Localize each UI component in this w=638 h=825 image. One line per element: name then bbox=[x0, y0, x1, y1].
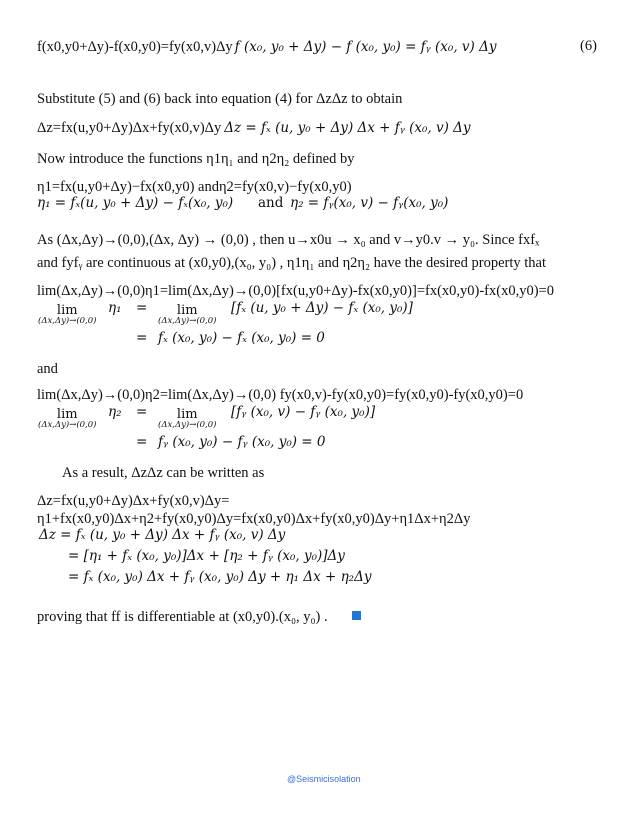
as-a-result-sentence: As a result, ΔzΔz can be written as bbox=[62, 465, 265, 481]
limit-operator bbox=[158, 299, 216, 326]
limit-operator bbox=[38, 299, 96, 326]
limit-operator bbox=[38, 403, 96, 430]
lim-subscript: (Δx,Δy)→(0,0) bbox=[158, 420, 217, 430]
and-line: and bbox=[37, 361, 58, 377]
equation-6-line bbox=[37, 38, 496, 56]
eta2-symbol: η₂ bbox=[108, 404, 122, 420]
equals-sign: = bbox=[136, 434, 148, 450]
lim-subscript: (Δx,Δy)→(0,0) bbox=[158, 316, 217, 326]
introduce-sentence: Now introduce the functions η1η₁ and η2η₂ defined by bbox=[37, 151, 355, 167]
limit-operator bbox=[158, 403, 216, 430]
delta-z-math: Δz = fₓ (u, y₀ + Δy) Δx + fᵧ (x₀, v) Δy bbox=[224, 120, 471, 136]
equals-sign: = bbox=[136, 404, 148, 420]
limit-eta1-bracket: [fₓ (u, y₀ + Δy) − fₓ (x₀, y₀)] bbox=[231, 300, 413, 316]
equation-number: (6) bbox=[580, 38, 597, 54]
delta-z-line bbox=[37, 119, 471, 137]
display-delta-z-line1: Δz = fₓ (u, y₀ + Δy) Δx + fᵧ (x₀, v) Δy bbox=[39, 527, 286, 543]
as-sentence: As (Δx,Δy)→(0,0),(Δx, Δy) → (0,0) , then u→x0u → x₀ and v→y0.v → y₀. Since fxfₓ bbox=[37, 232, 540, 248]
lim-word: lim bbox=[176, 303, 198, 318]
delta-z-expansion-1: Δz=fx(u,y0+Δy)Δx+fy(x0,v)Δy= bbox=[37, 493, 230, 509]
limit-eta2-result: fᵧ (x₀, y₀) − fᵧ (x₀, y₀) = 0 bbox=[158, 434, 326, 450]
lim-word: lim bbox=[56, 407, 78, 422]
delta-z-expansion-2: η1+fx(x0,y0)Δx+η2+fy(x0,y0)Δy=fx(x0,y0)Δx+fy(x0,y0)Δy+η1Δx+η2Δy bbox=[37, 511, 471, 527]
proving-sentence: proving that ff is differentiable at (x0,y0).(x₀, y₀) . bbox=[37, 609, 328, 625]
lim-subscript: (Δx,Δy)→(0,0) bbox=[38, 316, 97, 326]
eta2-definition: η₂ = fᵧ(x₀, v) − fᵧ(x₀, y₀) bbox=[290, 195, 449, 211]
lim-word: lim bbox=[176, 407, 198, 422]
eta-definition-text: η1=fx(u,y0+Δy)−fx(x0,y0) andη2=fy(x0,v)−fy(x0,y0) bbox=[37, 179, 352, 195]
equals-sign: = bbox=[136, 330, 148, 346]
lim-word: lim bbox=[56, 303, 78, 318]
substitute-sentence: Substitute (5) and (6) back into equation (4) for ΔzΔz to obtain bbox=[37, 91, 403, 107]
eta1-definition: η₁ = fₓ(u, y₀ + Δy) − fₓ(x₀, y₀) bbox=[37, 195, 234, 211]
watermark: @Seismicisolation bbox=[287, 774, 361, 784]
display-delta-z-line2: = [η₁ + fₓ (x₀, y₀)]Δx + [η₂ + fᵧ (x₀, y₀)]Δy bbox=[68, 548, 345, 564]
equals-sign: = bbox=[136, 300, 148, 316]
eta1-symbol: η₁ bbox=[108, 300, 122, 316]
lim-subscript: (Δx,Δy)→(0,0) bbox=[38, 420, 97, 430]
limit-eta1-result: fₓ (x₀, y₀) − fₓ (x₀, y₀) = 0 bbox=[158, 330, 325, 346]
display-delta-z-line3: = fₓ (x₀, y₀) Δx + fᵧ (x₀, y₀) Δy + η₁ Δx + η₂Δy bbox=[68, 569, 372, 585]
equation-6-text: f(x0,y0+Δy)-f(x0,y0)=fy(x0,v)Δy bbox=[37, 39, 233, 55]
equation-6-math: f (x₀, y₀ + Δy) − f (x₀, y₀) = fᵧ (x₀, v) Δy bbox=[234, 39, 497, 55]
and-word: and bbox=[258, 195, 284, 211]
qed-square-icon bbox=[352, 611, 361, 620]
limit-eta1-text: lim(Δx,Δy)→(0,0)η1=lim(Δx,Δy)→(0,0)[fx(u,y0+Δy)-fx(x0,y0)]=fx(x0,y0)-fx(x0,y0)=0 bbox=[37, 283, 554, 299]
continuity-sentence: and fyfᵧ are continuous at (x0,y0),(x₀, y₀) , η1η₁ and η2η₂ have the desired property that bbox=[37, 255, 546, 271]
delta-z-text: Δz=fx(u,y0+Δy)Δx+fy(x0,v)Δy bbox=[37, 120, 222, 136]
limit-eta2-bracket: [fᵧ (x₀, v) − fᵧ (x₀, y₀)] bbox=[231, 404, 376, 420]
limit-eta2-text: lim(Δx,Δy)→(0,0)η2=lim(Δx,Δy)→(0,0) fy(x0,v)-fy(x0,y0)=fy(x0,y0)-fy(x0,y0)=0 bbox=[37, 387, 524, 403]
